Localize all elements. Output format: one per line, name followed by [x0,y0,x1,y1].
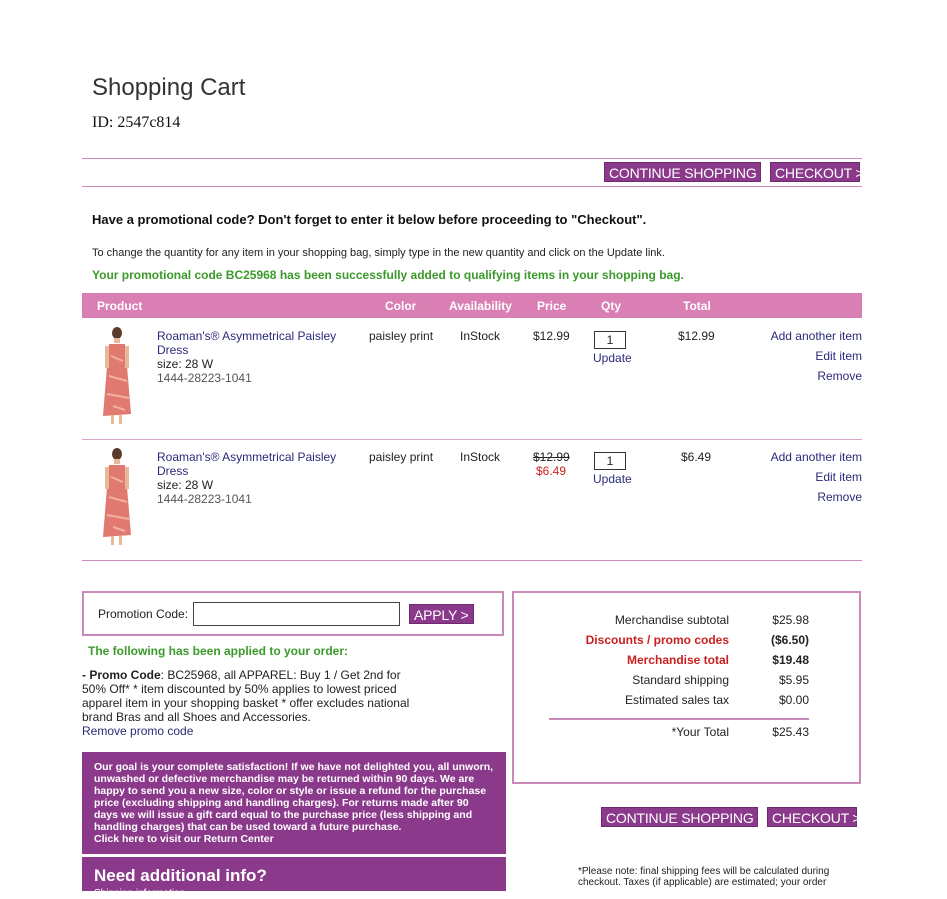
promo-desc-text: : BC25968, all APPAREL: Buy 1 / Get 2nd for 50% Off* * item discounted by 50% applies to lowest priced apparel item in your shopping basket * offer excludes national brand Bras and all Shoes and Accessories. [82,668,410,724]
col-availability: Availability [449,299,512,313]
product-image[interactable] [97,447,137,547]
product-color: paisley print [369,329,434,343]
update-link[interactable]: Update [593,472,632,486]
need-info-heading: Need additional info? [94,866,267,885]
tax-value: $0.00 [778,693,809,707]
col-color: Color [385,299,417,313]
remove-item-link[interactable]: Remove [817,369,862,383]
product-size: size: 28 W [157,478,214,492]
promo-desc-label: - Promo Code [82,668,161,682]
shipping-note: *Please note: final shipping fees will be calculated during checkout. Taxes (if applicable) are estimated; your order [578,866,830,888]
col-total: Total [683,299,711,313]
product-sale-price: $6.49 [536,464,567,478]
satisfaction-panel [82,752,506,854]
product-total: $6.49 [681,450,712,464]
cart-id: ID: 2547c814 [92,114,181,131]
promo-code-input[interactable] [193,602,400,626]
add-another-item-link[interactable]: Add another item [770,450,862,464]
update-link[interactable]: Update [593,351,632,365]
subtotal-label: Merchandise subtotal [614,613,729,627]
product-availability: InStock [460,329,501,343]
subtotal-value: $25.98 [772,613,809,627]
continue-shopping-button[interactable]: CONTINUE SHOPPING > [604,162,761,182]
your-total-label: *Your Total [671,725,729,739]
product-price: $12.99 [533,329,570,343]
applied-heading: The following has been applied to your order: [88,644,349,658]
promo-code-label: Promotion Code: [98,607,189,621]
product-sku: 1444-28223-1041 [157,371,252,385]
qty-note: To change the quantity for any item in your shopping bag, simply type in the new quantity and click on the Update link. [92,247,665,259]
return-center-link[interactable]: Click here to visit our Return Center [94,833,274,845]
edit-item-link[interactable]: Edit item [815,470,862,484]
merch-total-value: $19.48 [772,653,809,667]
continue-shopping-button-bottom[interactable]: CONTINUE SHOPPING > [601,807,758,827]
discounts-value: ($6.50) [770,633,809,647]
product-original-price: $12.99 [533,450,570,464]
shipping-info-link[interactable]: Shipping information [94,888,186,899]
edit-item-link[interactable]: Edit item [815,349,862,363]
product-availability: InStock [460,450,501,464]
qty-input[interactable]: 1 [594,452,626,470]
checkout-button-bottom[interactable]: CHECKOUT > [767,807,857,827]
col-qty: Qty [601,299,622,313]
page-title: Shopping Cart [92,74,246,101]
checkout-button[interactable]: CHECKOUT > [770,162,860,182]
product-total: $12.99 [678,329,715,343]
your-total-value: $25.43 [772,725,809,739]
summary-divider [549,718,809,720]
promo-description [82,668,412,724]
product-name-link[interactable]: Roaman's® Asymmetrical Paisley Dress [157,329,337,357]
qty-input[interactable]: 1 [594,331,626,349]
shipping-value: $5.95 [778,673,809,687]
tax-label: Estimated sales tax [624,693,729,707]
promo-question: Have a promotional code? Don't forget to enter it below before proceeding to "Checkout". [92,212,647,227]
discounts-label: Discounts / promo codes [585,633,729,647]
product-color: paisley print [369,450,434,464]
product-image[interactable] [97,326,137,426]
product-size: size: 28 W [157,357,214,371]
divider [82,439,862,440]
apply-button[interactable]: APPLY > [409,604,474,624]
satisfaction-text: Our goal is your complete satisfaction! If we have not delighted you, all unworn, unwashed or defective merchandise may be returned within 90 days. We are happy to send you a new size, color or style or issue a refund for the purchase price (excluding shipping and handling charges). For returns made after 90 days we will issue a gift card equal to the purchase price (less shipping and handling charges) that can be used toward a future purchase. [94,761,494,833]
product-sku: 1444-28223-1041 [157,492,252,506]
product-name-link[interactable]: Roaman's® Asymmetrical Paisley Dress [157,450,337,478]
divider [82,560,862,561]
cart-table-header [82,293,862,318]
promo-success-message: Your promotional code BC25968 has been successfully added to qualifying items in your shopping bag. [92,268,684,282]
col-product: Product [97,299,143,313]
divider [82,186,862,187]
shipping-label: Standard shipping [632,673,729,687]
remove-promo-link[interactable]: Remove promo code [82,724,194,738]
remove-item-link[interactable]: Remove [817,490,862,504]
divider [82,158,862,159]
col-price: Price [537,299,567,313]
merch-total-label: Merchandise total [626,653,729,667]
add-another-item-link[interactable]: Add another item [770,329,862,343]
need-info-panel [82,857,506,899]
